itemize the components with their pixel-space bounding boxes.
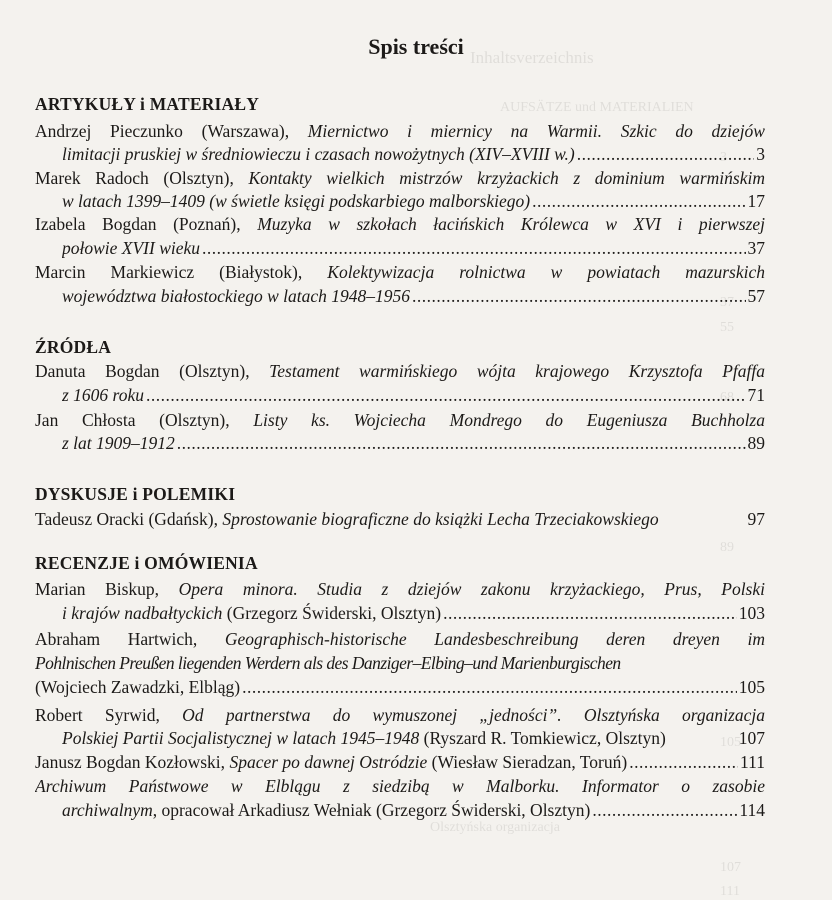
leader-dots xyxy=(592,799,737,821)
page-number: 71 xyxy=(747,385,765,405)
toc-entry-line: Danuta Bogdan (Olsztyn), Testament warmińskiego wójta krajowego Krzysztofa Pfaffa xyxy=(35,361,765,381)
page-title: Spis treści xyxy=(368,34,464,59)
leader-dots xyxy=(532,190,745,212)
toc-entry-line: archiwalnym, opracował Arkadiusz Wełniak (Grzegorz Świderski, Olsztyn) ..... 114 xyxy=(62,799,765,821)
page-number: 97 xyxy=(747,509,765,529)
section-heading-articles: ARTYKUŁY i MATERIAŁY xyxy=(35,94,260,114)
toc-entry-line: Archiwum Państwowe w Elblągu z siedzibą w Malborku. Informator o zasobie xyxy=(35,776,765,796)
toc-entry-line: Izabela Bogdan (Poznań), Muzyka w szkołach łacińskich Królewca w XVI i pierwszej xyxy=(35,214,765,234)
toc-entry-line: Janusz Bogdan Kozłowski, Spacer po dawnej Ostródzie (Wiesław Sieradzan, Toruń) ..... 111 xyxy=(35,751,765,773)
leader-dots xyxy=(202,237,745,259)
bleed-through-text: 89 xyxy=(720,540,734,555)
toc-entry-line: połowie XVII wieku ..... 37 xyxy=(62,237,765,259)
bleed-through-text: 111 xyxy=(720,884,740,899)
toc-entry-line: limitacji pruskiej w średniowieczu i czasach nowożytnych (XIV–XVIII w.) ..... 3 xyxy=(62,143,765,165)
page-number: 114 xyxy=(739,800,765,820)
toc-entry-line: województwa białostockiego w latach 1948–1956 ..... 57 xyxy=(62,285,765,307)
page-number: 3 xyxy=(756,144,765,164)
bleed-through-text: Inhaltsverzeichnis xyxy=(470,48,594,67)
toc-entry-line: Polskiej Partii Socjalistycznej w latach 1945–1948 (Ryszard R. Tomkiewicz, Olsztyn) 107 xyxy=(62,728,765,748)
toc-entry-line: Marian Biskup, Opera minora. Studia z dziejów zakonu krzyżackiego, Prus, Polski xyxy=(35,579,765,599)
toc-entry-line: Pohlnischen Preußen liegenden Werdern als des Danziger–Elbing–und Marienburgischen xyxy=(35,653,621,673)
page-number: 89 xyxy=(747,433,765,453)
toc-entry-line: Marcin Markiewicz (Białystok), Kolektywizacja rolnictwa w powiatach mazurskich xyxy=(35,262,765,282)
toc-entry-line: z lat 1909–1912 ..... 89 xyxy=(62,432,765,454)
bleed-through-text: 107 xyxy=(720,860,741,875)
toc-entry-line: Tadeusz Oracki (Gdańsk), Sprostowanie biograficzne do książki Lecha Trzeciakowskiego 97 xyxy=(35,509,765,529)
toc-entry-line: Abraham Hartwich, Geographisch-historische Landesbeschreibung deren dreyen im xyxy=(35,629,765,649)
toc-entry-line: (Wojciech Zawadzki, Elbląg) ..... 105 xyxy=(35,676,765,698)
toc-entry-line: i krajów nadbałtyckich (Grzegorz Świderski, Olsztyn) ..... 103 xyxy=(62,602,765,624)
section-heading-discussions: DYSKUSJE i POLEMIKI xyxy=(35,484,236,504)
toc-entry-line: Marek Radoch (Olsztyn), Kontakty wielkich mistrzów krzyżackich z dominium warmińskim xyxy=(35,168,765,188)
leader-dots xyxy=(577,143,755,165)
section-heading-reviews: RECENZJE i OMÓWIENIA xyxy=(35,553,258,573)
page-number: 57 xyxy=(747,286,765,306)
leader-dots xyxy=(242,676,737,698)
leader-dots xyxy=(629,751,738,773)
toc-entry-line: Robert Syrwid, Od partnerstwa do wymuszonej „jedności”. Olsztyńska organizacja xyxy=(35,705,765,725)
bleed-through-text: 105 xyxy=(720,735,741,750)
leader-dots xyxy=(177,432,746,454)
page-number: 103 xyxy=(738,603,765,623)
bleed-through-text: Olsztyńska organizacja xyxy=(430,820,560,835)
toc-entry-line: Jan Chłosta (Olsztyn), Listy ks. Wojciecha Mondrego do Eugeniusza Buchholza xyxy=(35,410,765,430)
bleed-through-text: AUFSÄTZE und MATERIALIEN xyxy=(500,100,694,115)
leader-dots xyxy=(412,285,745,307)
bleed-through-text: 3 xyxy=(720,150,727,165)
bleed-through-text: 55 xyxy=(720,320,734,335)
toc-entry-line: w latach 1399–1409 (w świetle księgi podskarbiego malborskiego) ..... 17 xyxy=(62,190,765,212)
page-number: 107 xyxy=(738,728,765,748)
page-number: 37 xyxy=(747,238,765,258)
section-heading-sources: ŹRÓDŁA xyxy=(35,337,112,357)
page-number: 111 xyxy=(740,752,765,772)
leader-dots xyxy=(443,602,737,624)
page-number: 105 xyxy=(738,677,765,697)
bleed-through-text: 68 xyxy=(720,390,734,405)
bleed-through-text: 37 xyxy=(720,295,734,310)
leader-dots xyxy=(146,384,746,406)
page-number: 17 xyxy=(747,191,765,211)
toc-entry-line: z 1606 roku ..... 71 xyxy=(62,384,765,406)
toc-entry-line: Andrzej Pieczunko (Warszawa), Miernictwo i miernicy na Warmii. Szkic do dziejów xyxy=(35,121,765,141)
